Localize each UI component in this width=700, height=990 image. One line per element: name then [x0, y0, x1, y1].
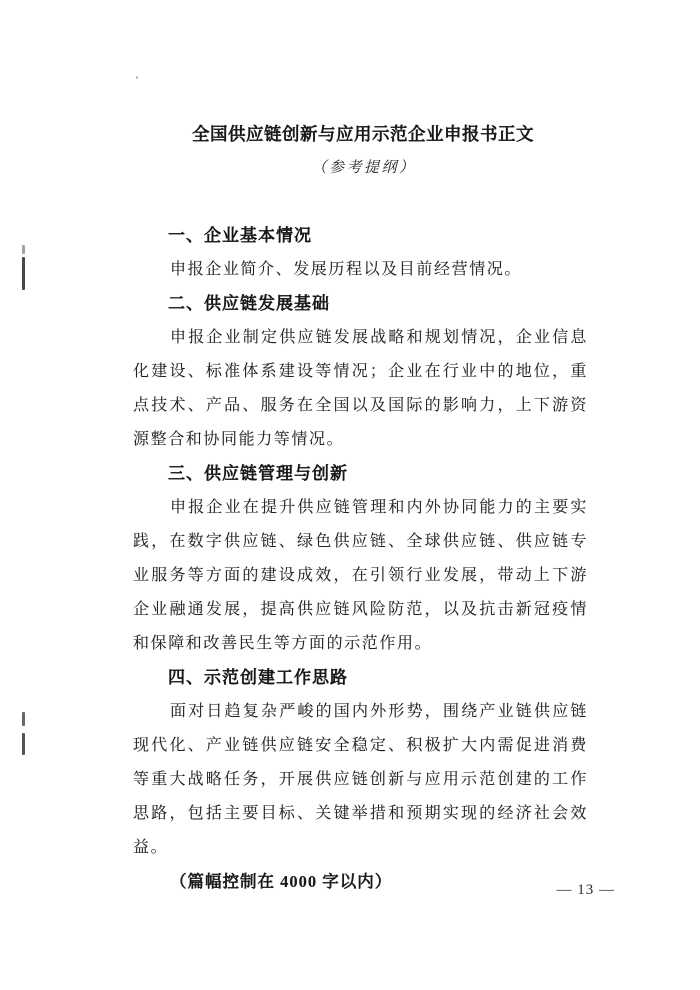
title-block	[0, 117, 700, 185]
section-4-heading: 四、示范创建工作思路	[168, 668, 348, 687]
section-2-body: 申报企业制定供应链发展战略和规划情况，企业信息化建设、标准体系建设等情况；企业在行业中的地位，重点技术、产品、服务在全国以及国际的影响力，上下游资源整合和协同能力等情况。	[133, 329, 588, 448]
scan-edge-artifact	[22, 712, 25, 726]
document-body	[133, 219, 588, 899]
section-1-body: 申报企业简介、发展历程以及目前经营情况。	[170, 261, 523, 278]
scan-edge-artifact	[22, 733, 25, 755]
length-limit-note: （篇幅控制在 4000 字以内）	[170, 872, 393, 891]
scan-edge-artifact	[22, 257, 25, 290]
section-4	[133, 661, 588, 865]
section-4-body: 面对日趋复杂严峻的国内外形势，围绕产业链供应链现代化、产业链供应链安全稳定、积极扩大内需促进消费等重大战略任务，开展供应链创新与应用示范创建的工作思路，包括主要目标、关键举措和预期实现的经济社会效益。	[133, 703, 588, 856]
section-3	[133, 457, 588, 661]
section-1	[133, 219, 588, 287]
document-title: 全国供应链创新与应用示范企业申报书正文	[192, 124, 534, 144]
section-2	[133, 287, 588, 457]
section-3-body: 申报企业在提升供应链管理和内外协同能力的主要实践，在数字供应链、绿色供应链、全球供应链、供应链专业服务等方面的建设成效，在引领行业发展，带动上下游企业融通发展，提高供应链风险防范，以及抗击新冠疫情和保障和改善民生等方面的示范作用。	[133, 499, 588, 652]
section-2-heading: 二、供应链发展基础	[168, 294, 330, 313]
scan-edge-artifact	[22, 245, 25, 254]
scan-speck-artifact	[136, 76, 138, 79]
section-3-heading: 三、供应链管理与创新	[168, 464, 348, 483]
page-number: — 13 —	[556, 882, 615, 898]
section-1-heading: 一、企业基本情况	[168, 226, 312, 245]
document-subtitle: （参考提纲）	[311, 160, 417, 176]
